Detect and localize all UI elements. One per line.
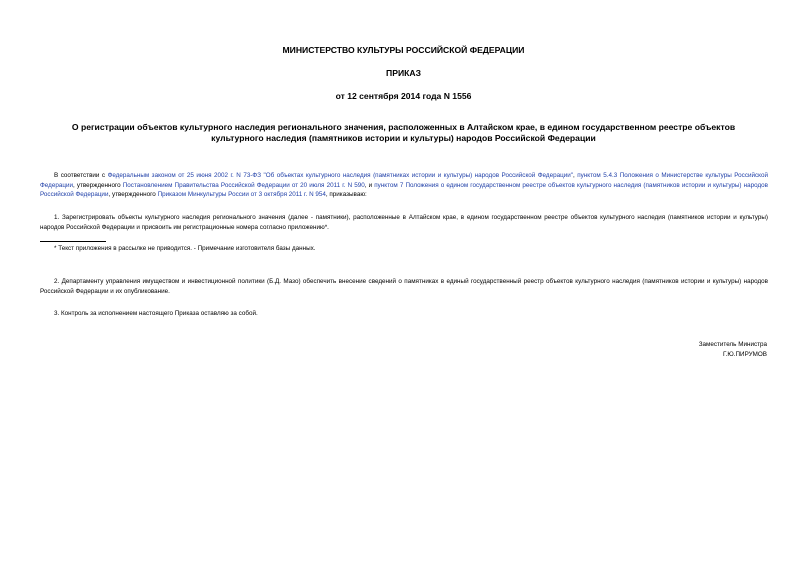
item-3-text: 3. Контроль за исполнением настоящего Приказа оставляю за собой. [54, 310, 258, 317]
registry-regulation-link[interactable]: пунктом 7 Положения о едином государственном реестре объектов культурного наследия (памятников истории и культуры) народов Российской Федерации [40, 181, 768, 199]
item-1-text: 1. Зарегистрировать объекты культурного наследия регионального значения (далее - памятники), расположенные в Алтайском крае, в едином государственном реестре объектов культурного наследия (памятников истории и культуры) народов Российской Федерации и присвоить им регистрационные номера согласно приложению*. [40, 214, 768, 231]
item-1-paragraph [40, 213, 768, 232]
document-title [0, 122, 807, 144]
signatory-name: Г.Ю.ПИРУМОВ [723, 351, 767, 358]
government-resolution-link[interactable]: Постановлением Правительства Российской Федерации от 20 июля 2011 г. N 590 [122, 181, 365, 189]
basis-text-6: , приказываю: [325, 191, 367, 199]
basis-text-5: , утвержденного [108, 191, 158, 199]
item-2-text: 2. Департаменту управления имуществом и инвестиционной политики (Б.Д. Мазо) обеспечить внесение сведений о памятниках в единый государственный реестр объектов культурного наследия (памятников истории и культуры) народов Российской Федерации и их опубликование. [40, 278, 768, 295]
federal-law-link[interactable]: Федеральным законом от 25 июня 2002 г. N 73-ФЗ "Об объектах культурного наследия (памятниках истории и культуры) народов Российской Федерации" [107, 172, 573, 179]
basis-text-1: В соответствии с [54, 172, 108, 179]
basis-text-2: , [572, 172, 578, 179]
document-type-heading: ПРИКАЗ [386, 68, 421, 78]
ministry-regulation-link[interactable]: пунктом 5.4.3 Положения о Министерстве культуры Российской Федерации [40, 172, 768, 189]
signatory-position: Заместитель Министра [698, 341, 767, 348]
basis-paragraph [40, 171, 768, 200]
date-number-heading: от 12 сентября 2014 года N 1556 [335, 91, 472, 101]
title-line-1: О регистрации объектов культурного наследия регионального значения, расположенных в Алтайском крае, в едином государственном реестре объектов [71, 122, 736, 132]
mincult-order-link[interactable]: Приказом Минкультуры России от 3 октября 2011 г. N 954 [157, 191, 326, 199]
item-3-paragraph [40, 309, 768, 319]
basis-text-3: , утвержденного [72, 181, 123, 189]
basis-text-4: , и [364, 181, 375, 189]
footnote: * Текст приложения в рассылке не приводится. - Примечание изготовителя базы данных. [54, 245, 316, 252]
ministry-heading: МИНИСТЕРСТВО КУЛЬТУРЫ РОССИЙСКОЙ ФЕДЕРАЦИИ [282, 45, 525, 55]
item-2-paragraph [40, 277, 768, 296]
title-line-2: культурного наследия (памятников истории и культуры) народов Российской Федерации [211, 133, 596, 143]
footnote-divider [40, 241, 106, 242]
